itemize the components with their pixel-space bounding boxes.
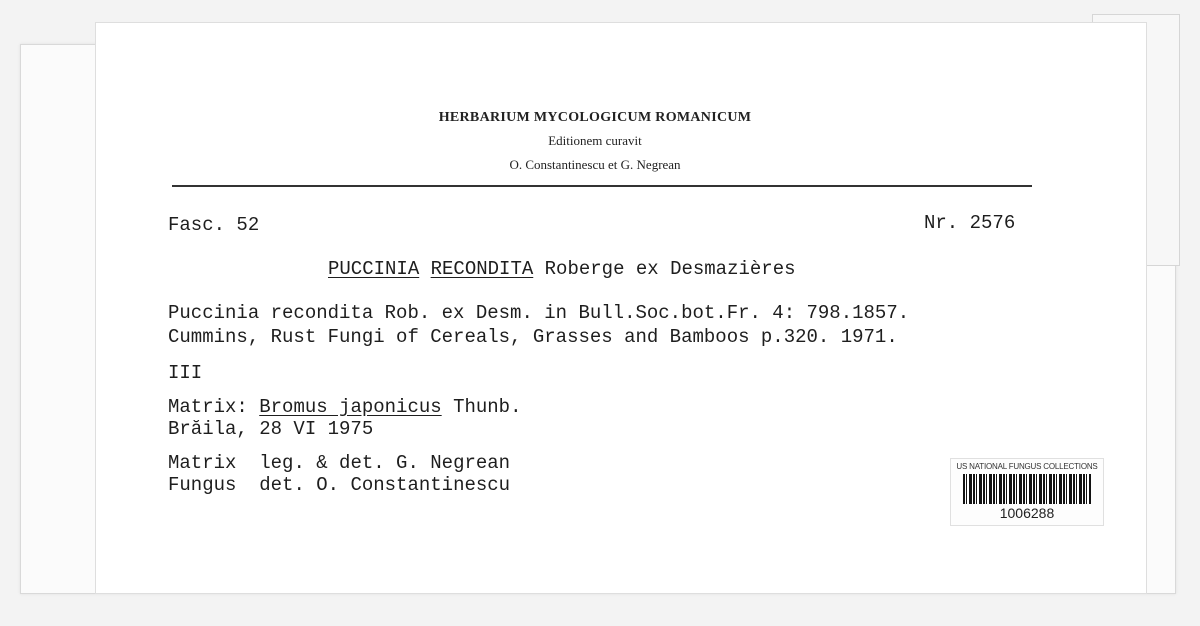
taxon-species: RECONDITA [430, 258, 534, 280]
reference-line-2: Cummins, Rust Fungi of Cereals, Grasses and Bamboos p.320. 1971. [168, 326, 898, 348]
barcode-icon [963, 474, 1091, 504]
reference-line-1: Puccinia recondita Rob. ex Desm. in Bull.Soc.bot.Fr. 4: 798.1857. [168, 302, 910, 324]
collector-label: Matrix [168, 452, 237, 474]
herbarium-title: HERBARIUM MYCOLOGICUM ROMANICUM [438, 110, 752, 125]
host-author: Thunb. [453, 396, 522, 418]
matrix-label: Matrix: [168, 396, 248, 418]
fascicle-number: Fasc. 52 [168, 214, 260, 236]
taxon-author: Roberge ex Desmazières [544, 258, 796, 280]
header-divider [172, 185, 1032, 187]
herbarium-editors: O. Constantinescu et G. Negrean [509, 157, 681, 172]
specimen-number: Nr. 2576 [924, 212, 1016, 234]
determiner-text: det. O. Constantinescu [259, 474, 511, 496]
catalog-number: 1006288 [999, 505, 1055, 521]
stamp-institution: US NATIONAL FUNGUS COLLECTIONS [956, 462, 1098, 471]
herbarium-subtitle: Editionem curavit [548, 133, 642, 148]
spore-stage: III [168, 362, 203, 384]
collector-text: leg. & det. G. Negrean [259, 452, 511, 474]
collector-line [168, 452, 510, 474]
host-name: Bromus japonicus [259, 396, 442, 418]
determiner-line [168, 474, 510, 496]
determiner-label: Fungus [168, 474, 237, 496]
taxon-name [328, 258, 796, 280]
locality-date: Brăila, 28 VI 1975 [168, 418, 374, 440]
matrix-line [168, 396, 522, 418]
barcode-stamp [950, 458, 1104, 526]
taxon-genus: PUCCINIA [328, 258, 420, 280]
